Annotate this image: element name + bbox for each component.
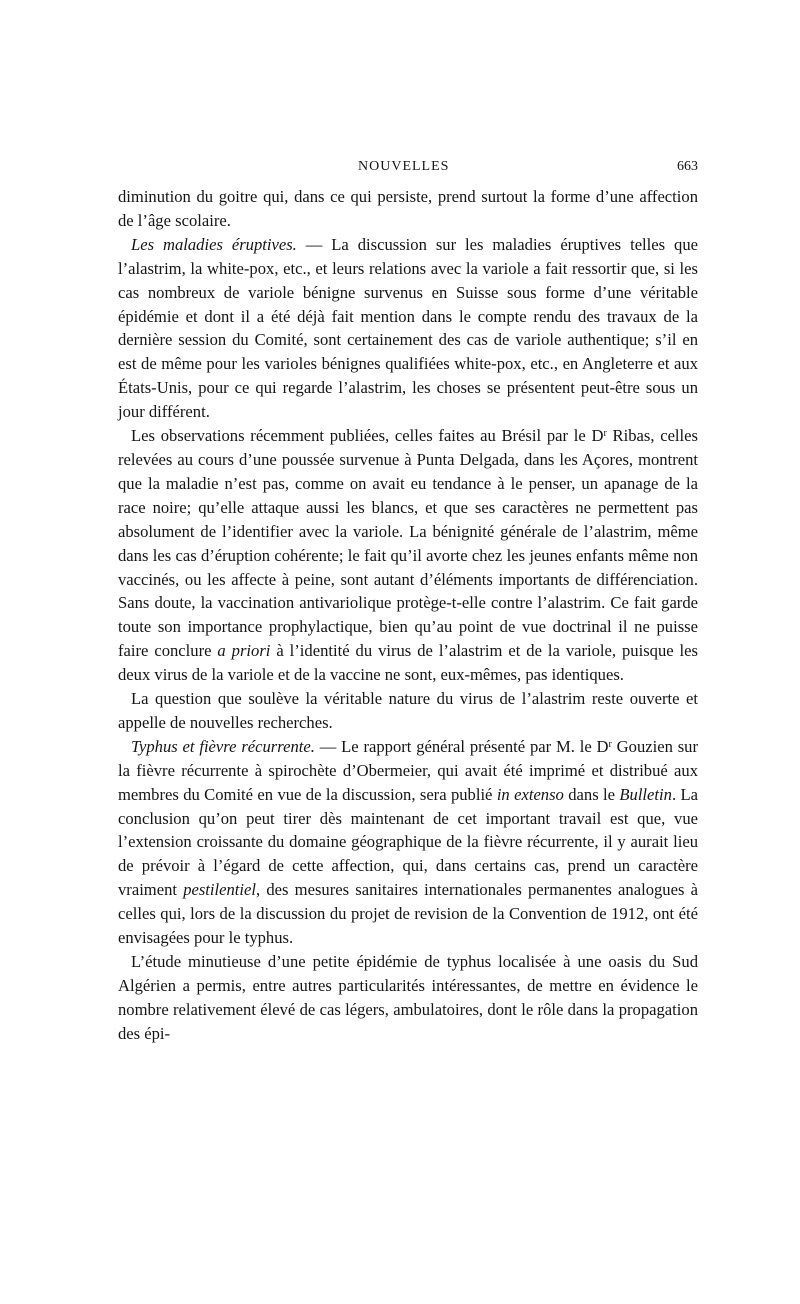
paragraph-text: , des mesures sanitaires internationales permanentes analogues à celles qui, lors de la discussion du projet de revision de la Convention de 1912, ont été envisagées pour le typhus. — [118, 880, 698, 948]
paragraph-text: — Le rapport général présenté par M. le D — [314, 736, 609, 756]
paragraph-text: Gouzien sur la fièvre récurrente à spirochète d’Obermeier, qui avait été imprimé et distribué aux membres du Comité en vue de la discussion, sera publié — [118, 736, 698, 804]
paragraph-text: diminution du goitre qui, dans ce qui persiste, prend surtout la forme d’une affection de l’âge scolaire. — [118, 187, 698, 230]
italic-phrase: a priori — [217, 641, 271, 661]
section-heading: Typhus et fièvre récurrente. — [131, 736, 315, 756]
paragraph-text: Ribas, celles relevées au cours d’une poussée survenue à Punta Delgada, dans les Açores, montrent que la maladie n’est pas, comme on avait eu tendance à le penser, un apanage de la race noire; qu’elle attaque aussi les blancs, et que ses caractères ne permettent pas absolument de l’identifier avec la variole. La bénignité générale de l’alastrim, même dans les cas d’éruption cohérente; le fait qu’il avorte chez les jeunes enfants même non vaccinés, ou les affecte à peine, sont autant d’éléments importants de différenciation. Sans doute, la vaccination antivariolique protège-t-elle contre l’alastrim. Ce fait garde toute son importance prophylactique, bien qu’au point de vue doctrinal il ne puisse faire conclure — [118, 426, 698, 661]
italic-phrase: Bulletin — [619, 784, 672, 804]
paragraph-text: L’étude minutieuse d’une petite épidémie de typhus localisée à une oasis du Sud Algérien a permis, entre autres particularités intéressantes, de mettre en évidence le nombre relativement élevé de cas légers, ambulatoires, dont le rôle dans la propagation des épi- — [118, 952, 698, 1043]
paragraph-question — [118, 687, 698, 735]
paragraph-goitre — [118, 185, 698, 233]
italic-phrase: in extenso — [496, 784, 564, 804]
paragraph-etude — [118, 950, 698, 1046]
paragraph-typhus — [118, 735, 698, 950]
paragraph-text: . La conclusion qu’on peut tirer dès maintenant de cet important travail est que, vue l’extension croissante du domaine géographique de la fièvre récurrente, il y aurait lieu de prévoir à l’égard de cette affection, qui, dans certains cas, prend un caractère vraiment — [118, 784, 698, 900]
paragraph-text: Les observations récemment publiées, celles faites au Brésil par le D — [131, 426, 604, 446]
paragraph-observations — [118, 424, 698, 687]
section-heading: Les maladies éruptives. — [131, 234, 297, 254]
page-header — [118, 155, 698, 181]
superscript: r — [603, 428, 607, 440]
italic-phrase: pestilentiel — [183, 880, 256, 900]
page-body — [118, 155, 698, 1046]
superscript: r — [608, 738, 612, 750]
paragraph-text: à l’identité du virus de l’alastrim et de la variole, puisque les deux virus de la variole et de la vaccine ne sont, eux-mêmes, pas identiques. — [118, 641, 698, 685]
page-number: 663 — [677, 159, 698, 174]
paragraph-text: dans le — [563, 784, 620, 804]
running-title: NOUVELLES — [358, 159, 450, 174]
paragraph-text: La question que soulève la véritable nature du virus de l’alastrim reste ouverte et appelle de nouvelles recherches. — [118, 689, 698, 732]
paragraph-text: — La discussion sur les maladies éruptives telles que l’alastrim, la white-pox, etc., et leurs relations avec la variole a fait ressortir que, si les cas nombreux de variole bénigne survenus en Suisse sous forme d’une véritable épidémie et dont il a été déjà fait mention dans le compte rendu des travaux de la dernière session du Comité, sont certainement des cas de variole authentique; s’il en est de même pour les varioles bénignes qualifiées white-pox, etc., en Angleterre et aux États-Unis, pour ce qui regarde l’alastrim, les choses se présentent peut-être sous un jour différent. — [118, 234, 698, 422]
paragraph-maladies-eruptives — [118, 233, 698, 424]
